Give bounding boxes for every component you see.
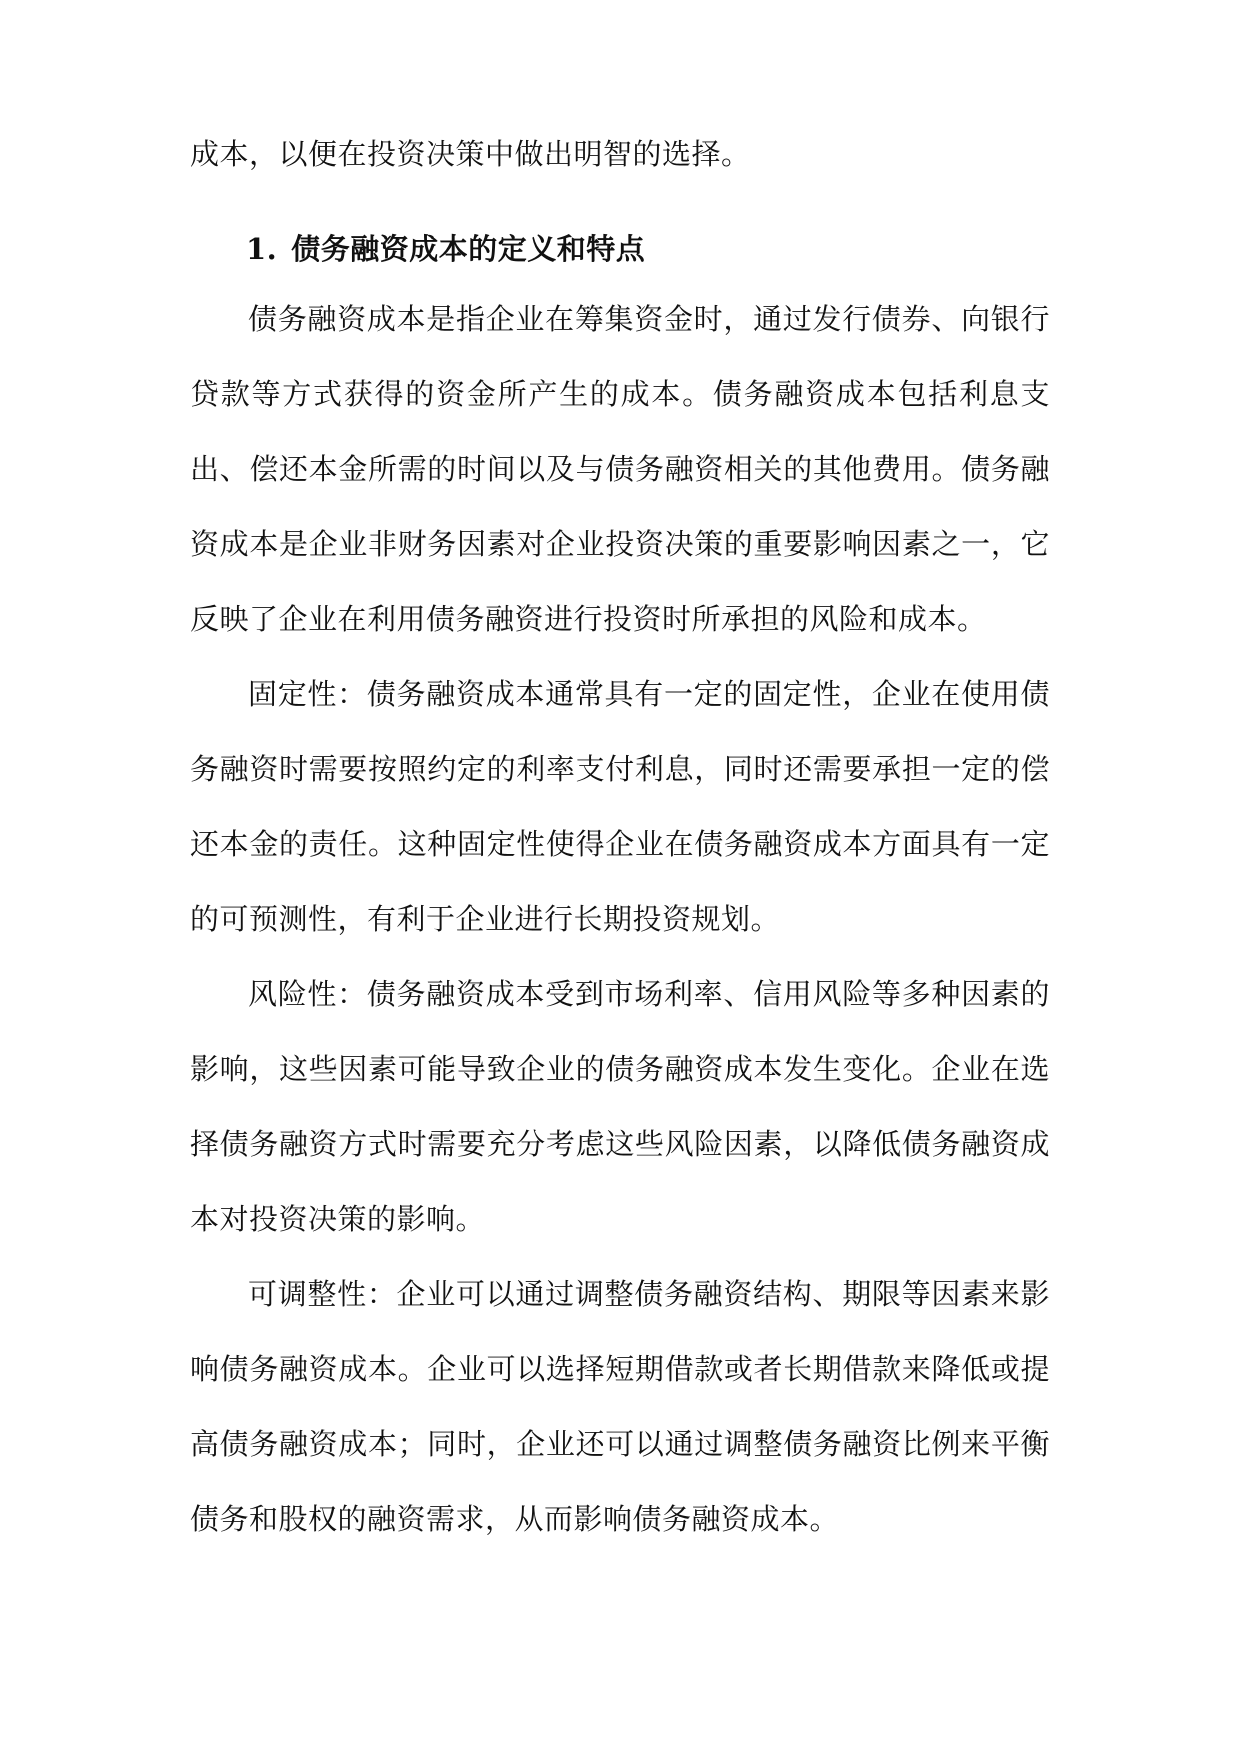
section-number: 1. — [246, 232, 278, 266]
continuation-paragraph: 成本，以便在投资决策中做出明智的选择。 — [190, 137, 751, 171]
paragraph-adjustability: 可调整性：企业可以通过调整债务融资结构、期限等因素来影响债务融资成本。企业可以选择短期借款或者长期借款来降低或提高债务融资成本；同时，企业还可以通过调整债务融资比例来平衡债务和股权的融资需求，从而影响债务融资成本。 — [190, 1277, 1050, 1536]
section-title: 债务融资成本的定义和特点 — [291, 232, 646, 266]
paragraph-fixedness: 固定性：债务融资成本通常具有一定的固定性，企业在使用债务融资时需要按照约定的利率支付利息，同时还需要承担一定的偿还本金的责任。这种固定性使得企业在债务融资成本方面具有一定的可预测性，有利于企业进行长期投资规划。 — [190, 677, 1050, 936]
section-heading — [246, 212, 1046, 287]
paragraph-definition: 债务融资成本是指企业在筹集资金时，通过发行债券、向银行贷款等方式获得的资金所产生的成本。债务融资成本包括利息支出、偿还本金所需的时间以及与债务融资相关的其他费用。债务融资成本是企业非财务因素对企业投资决策的重要影响因素之一，它反映了企业在利用债务融资进行投资时所承担的风险和成本。 — [190, 302, 1050, 636]
paragraph-risk: 风险性：债务融资成本受到市场利率、信用风险等多种因素的影响，这些因素可能导致企业的债务融资成本发生变化。企业在选择债务融资方式时需要充分考虑这些风险因素，以降低债务融资成本对投资决策的影响。 — [190, 977, 1050, 1236]
